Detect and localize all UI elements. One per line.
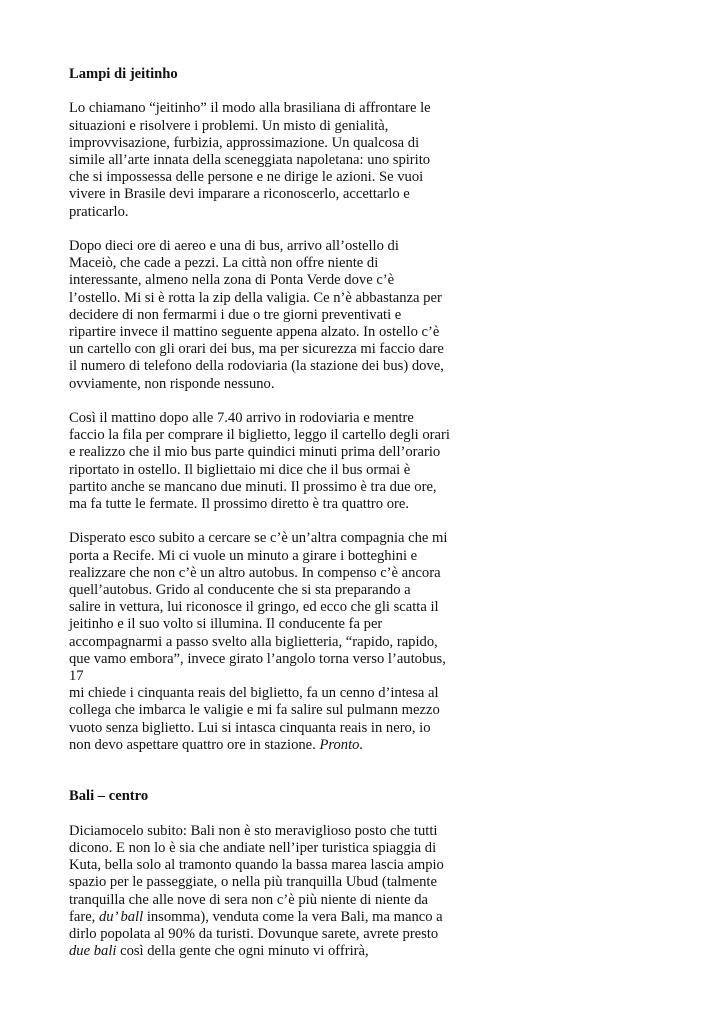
text-span: insomma), venduta come la vera Bali, ma manco a [143, 908, 443, 925]
text-line: situazioni e risolvere i problemi. Un misto di genialità, [69, 117, 389, 134]
text-line: improvvisazione, furbizia, approssimazione. Un qualcosa di [69, 134, 420, 151]
text-line: spazio per le passeggiate, o nella più tranquilla Ubud (talmente [69, 874, 437, 891]
section-title-jeitinho: Lampi di jeitinho [69, 66, 178, 82]
italic-span: Pronto. [319, 736, 364, 753]
text-line: Disperato esco subito a cercare se c’è un’altra compagnia che mi [69, 530, 448, 547]
text-line: e realizzo che il mio bus parte quindici minuti prima dell’orario [69, 444, 441, 461]
text-line: praticarlo. [69, 203, 129, 220]
text-line: realizzare che non c’è un altro autobus. In compenso c’è ancora [69, 564, 441, 581]
text-line: dicono. E non lo è sia che andiate nell’iper turistica spiaggia di [69, 840, 437, 857]
paragraph-2 [69, 238, 459, 393]
text-line: que vamo embora”, invece girato l’angolo torna verso l’autobus, [69, 650, 446, 667]
text-line: Dopo dieci ore di aereo e una di bus, arrivo all’ostello di [69, 238, 399, 254]
text-line: il numero di telefono della rodoviaria (la stazione dei bus) dove, [69, 358, 444, 375]
text-span: non devo aspettare quattro ore in stazione. [69, 736, 320, 753]
text-line: mi chiede i cinquanta reais del biglietto, fa un cenno d’intesa al [69, 685, 439, 702]
text-line: jeitinho e il suo volto si illumina. Il conducente fa per [69, 616, 383, 633]
text-line: ovviamente, non risponde nessuno. [69, 375, 275, 392]
text-line: un cartello con gli orari dei bus, ma per sicurezza mi faccio dare [69, 341, 444, 358]
paragraph-4 [69, 530, 459, 754]
text-line: tranquilla che alle nove di sera non c’è più niente di niente da [69, 891, 429, 908]
text-line: riportato in ostello. Il bigliettaio mi dice che il bus ormai è [69, 461, 411, 478]
text-line: vuoto senza biglietto. Lui si intasca cinquanta reais in nero, io [69, 719, 431, 736]
text-span: così della gente che ogni minuto vi offrirà, [116, 943, 369, 960]
text-line: che si impossessa delle persone e ne dirige le azioni. Se vuoi [69, 169, 424, 186]
text-line: salire in vettura, lui riconosce il gringo, ed ecco che gli scatta il [69, 599, 439, 616]
italic-span: du’ ball [98, 908, 144, 925]
text-line: l’ostello. Mi si è rotta la zip della valigia. Ce n’è abbastanza per [69, 289, 442, 306]
text-span: fare, [69, 908, 99, 925]
text-line: Diciamocelo subito: Bali non è sto meraviglioso posto che tutti [69, 822, 438, 839]
text-line [69, 737, 459, 754]
text-line: partito anche se mancano due minuti. Il prossimo è tra due ore, [69, 478, 437, 495]
text-line: Maceiò, che cade a pezzi. La città non offre niente di [69, 255, 379, 272]
text-line: Così il mattino dopo alle 7.40 arrivo in rodoviaria e mentre [69, 410, 414, 427]
text-line [69, 909, 459, 926]
text-line: interessante, almeno nella zona di Ponta Verde dove c’è [69, 272, 395, 289]
text-line: faccio la fila per comprare il biglietto, leggo il cartello degli orari [69, 427, 450, 444]
text-line: simile all’arte innata della sceneggiata napoletana: uno spirito [69, 152, 431, 168]
paragraph-3 [69, 410, 459, 513]
text-line: Kuta, bella solo al tramonto quando la bassa marea lascia ampio [69, 857, 444, 874]
text-line: quell’autobus. Grido al conducente che si sta preparando a [69, 582, 411, 599]
text-line: Lo chiamano “jeitinho” il modo alla brasiliana di affrontare le [69, 100, 431, 117]
paragraph-5 [69, 823, 459, 961]
text-line: decidere di non fermarmi i due o tre giorni preventivati e [69, 306, 402, 323]
text-line: accompagnarmi a passo svelto alla biglietteria, “rapido, rapido, [69, 633, 438, 650]
section-title-bali: Bali – centro [69, 788, 149, 805]
paragraph-1 [69, 100, 459, 220]
text-line: ma fa tutte le fermate. Il prossimo diretto è tra quattro ore. [69, 496, 409, 513]
page-number: 17 [69, 668, 84, 685]
text-line: dirlo popolata al 90% da turisti. Dovunque sarete, avrete presto [69, 926, 439, 943]
text-line: ripartire invece il mattino seguente appena alzato. In ostello c’è [69, 324, 440, 341]
text-line: collega che imbarca le valigie e mi fa salire sul pulmann mezzo [69, 702, 440, 719]
italic-span: due bali [69, 943, 117, 960]
document-page [69, 66, 459, 960]
text-line: vivere in Brasile devi imparare a riconoscerlo, accettarlo e [69, 186, 410, 203]
text-line [69, 943, 459, 960]
text-line: porta a Recife. Mi ci vuole un minuto a girare i botteghini e [69, 547, 418, 564]
